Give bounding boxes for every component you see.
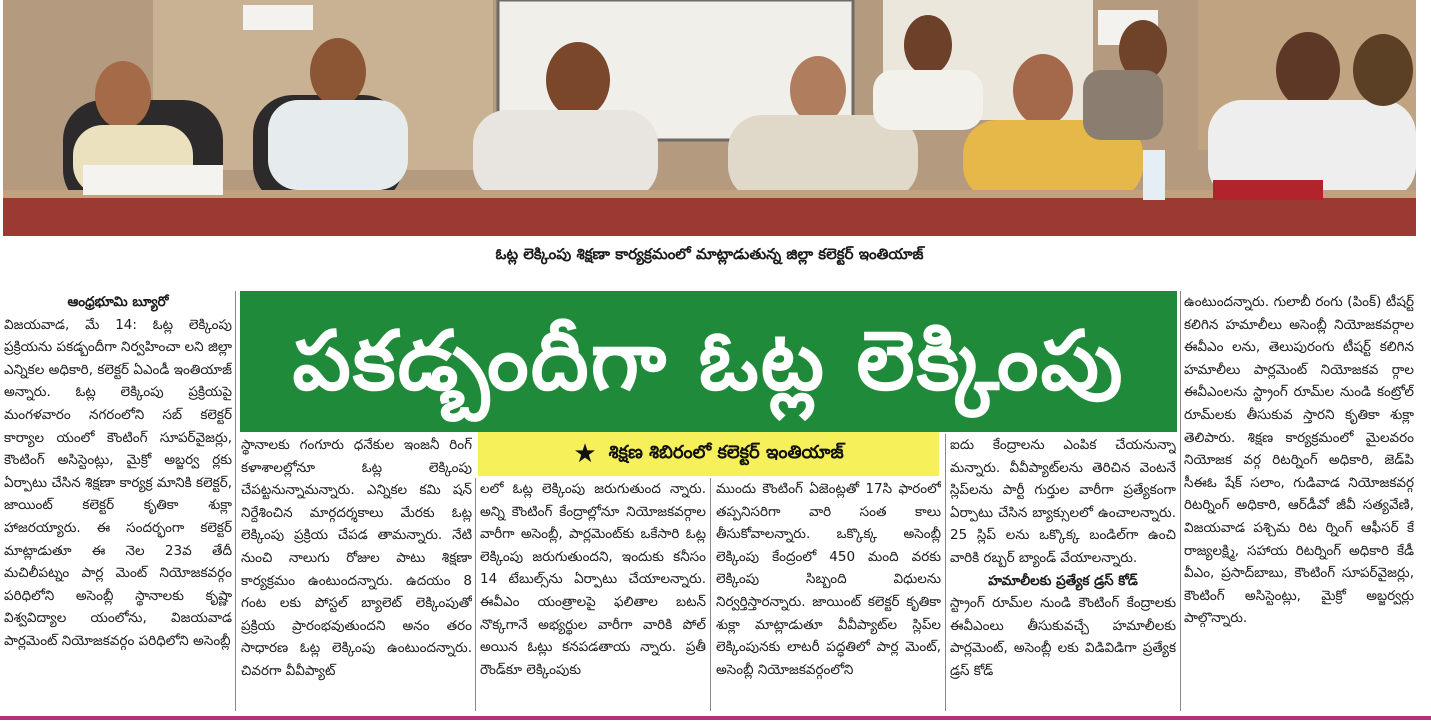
conference-table	[3, 196, 1416, 236]
column-divider	[235, 291, 236, 711]
section-subhead: హమాలీలకు ప్రత్యేక డ్రస్ కోడ్	[988, 572, 1138, 589]
article-column-3	[480, 478, 706, 711]
article-text: స్ట్రాంగ్ రూమ్‌ల నుండి కౌంటింగ్ కేంద్రాలకు ఈవీఎంలు తీసుకువచ్చే హమాలీలకు పార్లమెంట్, అసెంబ్లీ లకు విడివిడిగా ప్రత్యేక డ్రస్ కోడ్	[950, 595, 1176, 679]
article-column-1	[4, 291, 232, 711]
article-text: విజయవాడ, మే 14: ఓట్ల లెక్కింపు ప్రక్రియను పకడ్బందీగా నిర్వహించా లని జిల్లా ఎన్నికల అధికారి, కలెక్టర్ ఏఎండీ ఇంతియాజ్ అన్నారు. ఓట్ల లెక్కింపు ప్రక్రియపై మంగళవారం నగరంలోని సబ్ కలెక్టర్ కార్యాల యంలో కౌంటింగ్ సూపర్‌వైజర్లు, కౌంటింగ్ అసిస్టెంట్లు, మైక్రో అబ్జర్వ ర్లకు ఏర్పాటు చేసిన శిక్షణా కార్యక్ర మానికి కలెక్టర్, జాయింట్ కలెక్టర్ కృతికా శుక్లా హాజరయ్యారు. ఈ సందర్భంగా కలెక్టర్ మాట్లాడుతూ ఈ నెల 23వ తేదీ మచిలీపట్నం పార్ల మెంట్ నియోజకవర్గం పరిధిలోని అసెంబ్లీ స్థానాలకు కృష్ణా విశ్వవిద్యాల యంలోను, విజయవాడ పార్లమెంట్ నియోజకవర్గం పరిధిలోని అసెంబ్లీ	[4, 316, 232, 649]
article-text: లలో ఓట్ల లెక్కింపు జరుగుతుంద న్నారు. అన్ని కౌంటింగ్ కేంద్రాల్లోనూ నియోజకవర్గాల వారీగా అసెంబ్లీ, పార్లమెంట్‌కు ఒకేసారి ఓట్ల లెక్కింపు జరుగుతుందని, ఇందుకు కనీసం 14 టేబుల్స్‌ను ఏర్పాటు చేయాలన్నారు. ఈవీఎం యంత్రాలపై ఫలితాల బటన్ నొక్కగానే అభ్యర్థుల వారీగా వారికి పోల్ అయిన ఓట్లు కనపడతాయ న్నారు. ప్రతీ రౌండ్‌కూ లెక్కింపుకు	[480, 481, 706, 678]
column-divider	[475, 478, 476, 711]
article-column-5	[950, 434, 1176, 711]
bottom-rule	[0, 716, 1431, 720]
subheadline: శిక్షణ శిబిరంలో కలెక్టర్ ఇంతియాజ్	[608, 441, 844, 463]
headline: పకడ్బందీగా ఓట్ల లెక్కింపు	[292, 313, 1125, 409]
article-text: ఐదు కేంద్రాలను ఎంపిక చేయనున్నా మన్నారు. వీవీప్యాట్‌లను తెరిచిన వెంటనే స్లిప్‌లను పార్టీ గుర్తుల వారీగా ప్రత్యేకంగా ఏర్పాటు చేసిన బ్యాక్సులలో ఉంచాలన్నారు. 25 స్లిప్‌ లను ఒక్కొక్క బండిల్‌గా ఉంచి వారికి రబ్బర్ బ్యాండ్ వేయాలన్నారు.	[950, 437, 1176, 566]
photo-caption: ఓట్ల లెక్కింపు శిక్షణా కార్యక్రమంలో మాట్లాడుతున్న జిల్లా కలెక్టర్ ఇంతియాజ్	[495, 245, 924, 263]
article-column-6	[1184, 291, 1414, 711]
headline-banner	[240, 291, 1177, 432]
news-photo	[3, 0, 1416, 236]
column-divider	[710, 478, 711, 711]
article-column-4	[716, 478, 941, 711]
conference-photo-illustration	[3, 0, 1416, 236]
byline: ఆంధ్రభూమి బ్యూరో	[67, 294, 169, 310]
article-text: ముందు కౌంటింగ్ ఏజెంట్లతో 17సి ఫారంలో తప్పనిసరిగా వారి సంత కాలు తీసుకోవాలన్నారు. ఒక్కొక్క అసెంబ్లీ లెక్కింపు కేంద్రంలో 450 మంది వరకు లెక్కింపు సిబ్బంది విధులను నిర్వర్తిస్తారన్నారు. జాయింట్ కలెక్టర్ కృతికా శుక్లా మాట్లాడుతూ వీవీప్యాట్‌ల స్లిప్‌ల లెక్కింపునకు లాటరీ పద్ధతిలో పార్ల మెంట్, అసెంబ్లీ నియోజకవర్గంలోని	[716, 481, 941, 678]
article-column-2	[241, 434, 472, 711]
star-icon: ★	[573, 439, 597, 469]
article-text: స్థానాలకు గంగూరు ధనేకుల ఇంజనీ రింగ్ కళాశాలల్లోనూ ఓట్ల లెక్కింపు చేపట్టనున్నామన్నారు. ఎన్నికల కమి షన్ నిర్దేశించిన మార్గదర్శకాలు మేరకు ఓట్ల లెక్కింపు ప్రక్రియ చేపడ తామన్నారు. నేటి నుంచి నాలుగు రోజుల పాటు శిక్షణా కార్యక్రమం ఉంటుందన్నారు. ఉదయం 8 గంట లకు పోస్టల్ బ్యాలెట్ లెక్కింపుతో ప్రక్రియ ప్రారంభవుతుందని అనం తరం సాధారణ ఓట్ల లెక్కింపు ఉంటుందన్నారు. చివరగా వీవీప్యాట్	[241, 437, 472, 679]
column-divider	[945, 434, 946, 711]
subheadline-banner	[478, 432, 939, 476]
column-divider	[1180, 291, 1181, 711]
article-text: ఉంటుందన్నారు. గులాబీ రంగు (పింక్) టీషర్ట్ కలిగిన హమాలీలు అసెంబ్లీ నియోజకవర్గాల ఈవీఎం లను, తెలుపురంగు టీషర్ట్ కలిగిన హమాలీలు పార్లమెంట్ నియోజకవ ర్గాల ఈవీఎంలను స్ట్రాంగ్ రూమ్‌ల నుండి కంట్రోల్ రూమ్‌లకు తీసుకువ స్తారని కృతికా శుక్లా తెలిపారు. శిక్షణ కార్యక్రమంలో మైలవరం నియోజక వర్గ రిటర్నింగ్ అధికారి, జెడ్‌పి సీఈఓ షేక్ సలాం, గుడివాడ నియోజకవర్గ రిటర్నింగ్ అధికారి, ఆర్‌డీవో జీవీ సత్యవేణి, విజయవాడ పశ్చిమ రిట ర్నింగ్ ఆఫీసర్ కే రాజ్యలక్ష్మి, సహాయ రిటర్నింగ్ అధికారి కేడీ వీఎం, ప్రసాద్‌బాబు, కౌంటింగ్ సూపర్‌వైజర్లు, కౌంటింగ్ అసిస్టెంట్లు, మైక్రో అబ్జర్వర్లు పాల్గొన్నారు.	[1184, 294, 1414, 627]
